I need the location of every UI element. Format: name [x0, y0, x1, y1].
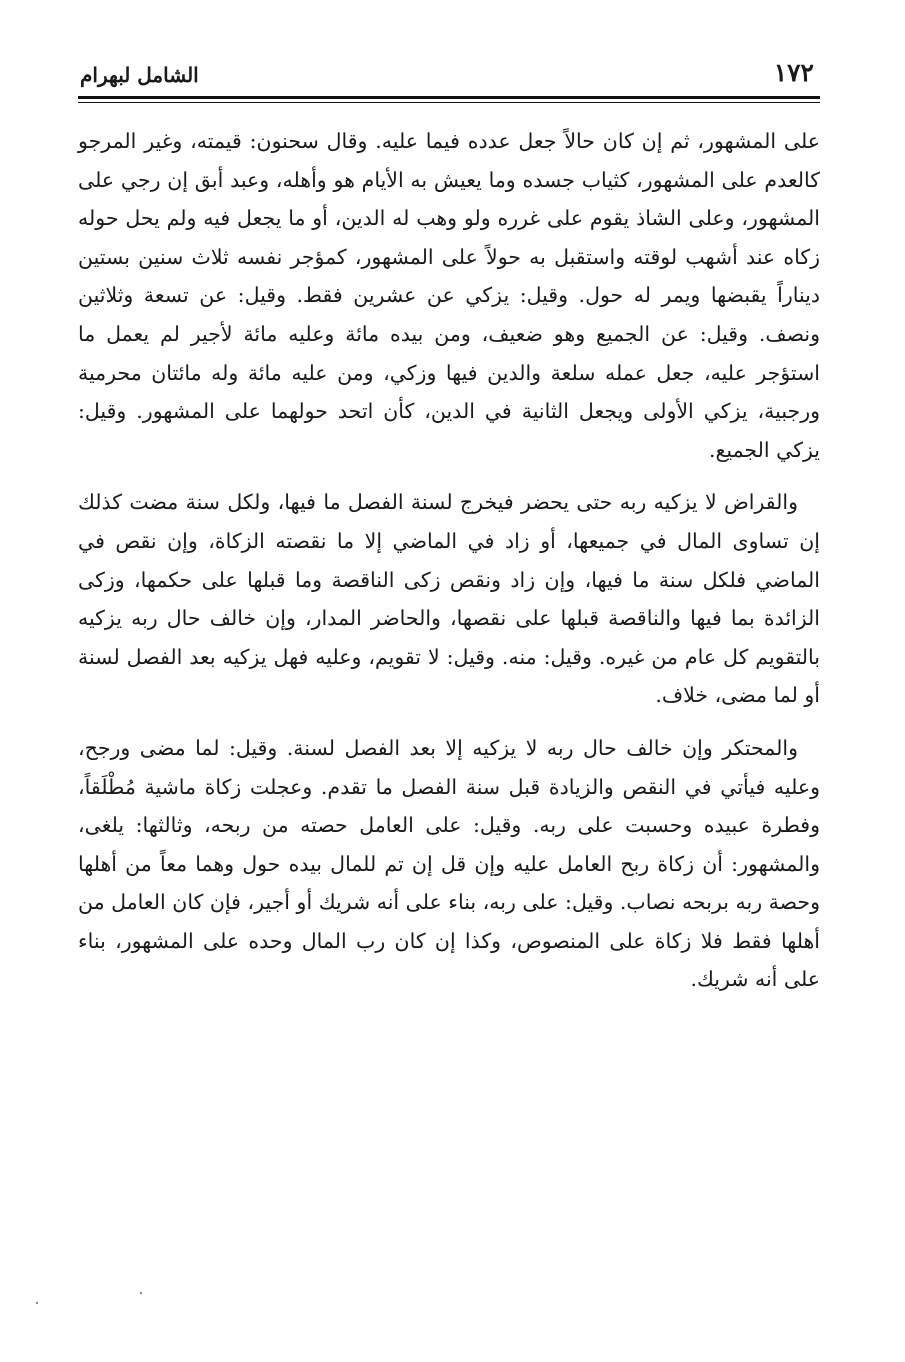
running-header [78, 56, 820, 94]
book-title: الشامل لبهرام [80, 63, 199, 87]
header-rule-thick [78, 96, 820, 99]
paragraph-1: على المشهور، ثم إن كان حالاً جعل عدده فيما عليه. وقال سحنون: قيمته، وغير المرجو كالعدم على المشهور، كثياب جسده وما يعيش به الأيام هو وأهله، وعبد أبق إن رجي على المشهور، وعلى الشاذ يقوم على غرره ولو وهب له الدين، أو ما يجعل فيه ولم يحل حوله زكاه عند أشهب لوقته واستقبل به حولاً على المشهور، كمؤجر نفسه ثلاث سنين بستين ديناراً يقبضها ويمر له حول. وقيل: يزكي عن عشرين فقط. وقيل: عن تسعة وثلاثين ونصف. وقيل: عن الجميع وهو ضعيف، ومن بيده مائة وعليه مائة لأجير لم يعمل ما استؤجر عليه، جعل عمله سلعة والدين فيها وزكي، ومن عليه مائة وله مائتان محرمية ورجبية، يزكي الأولى ويجعل الثانية في الدين، كأن اتحد حولهما على المشهور. وقيل: يزكي الجميع. [78, 129, 820, 462]
header-rule-thin [78, 102, 820, 103]
scan-speck [140, 1292, 142, 1294]
body-text [78, 122, 820, 999]
scan-speck [36, 1302, 38, 1304]
page-number: ١٧٢ [773, 58, 814, 87]
book-page [78, 56, 820, 992]
paragraph-3: والمحتكر وإن خالف حال ربه لا يزكيه إلا بعد الفصل لسنة. وقيل: لما مضى ورجح، وعليه فيأتي في النقص والزيادة قبل سنة الفصل ما تقدم. وعجلت زكاة ماشية مُطْلَقاً، وفطرة عبيده وحسبت على ربه. وقيل: على العامل حصته من ربحه، وثالثها: يلغى، والمشهور: أن زكاة ربح العامل عليه وإن قل إن تم للمال بيده حول وهما معاً من أهلها وحصة ربه بربحه نصاب. وقيل: على ربه، بناء على أنه شريك أو أجير، فإن كان العامل من أهلها فقط فلا زكاة على المنصوص، وكذا إن كان رب المال وحده على المشهور، بناء على أنه شريك. [78, 735, 820, 992]
paragraph-2: والقراض لا يزكيه ربه حتى يحضر فيخرج لسنة الفصل ما فيها، ولكل سنة مضت كذلك إن تساوى المال في جميعها، أو زاد في الماضي إلا ما نقصته الزكاة، وإن نقص في الماضي فلكل سنة ما فيها، وإن زاد ونقص زكى الناقصة وما قبلها على حكمها، وزكى الزائدة بما فيها والناقصة قبلها على نقصها، والحاضر المدار، وإن خالف حال ربه يزكيه بالتقويم كل عام من غيره. وقيل: منه. وقيل: لا تقويم، وعليه فهل يزكيه بعد الفصل لسنة أو لما مضى، خلاف. [78, 490, 820, 708]
